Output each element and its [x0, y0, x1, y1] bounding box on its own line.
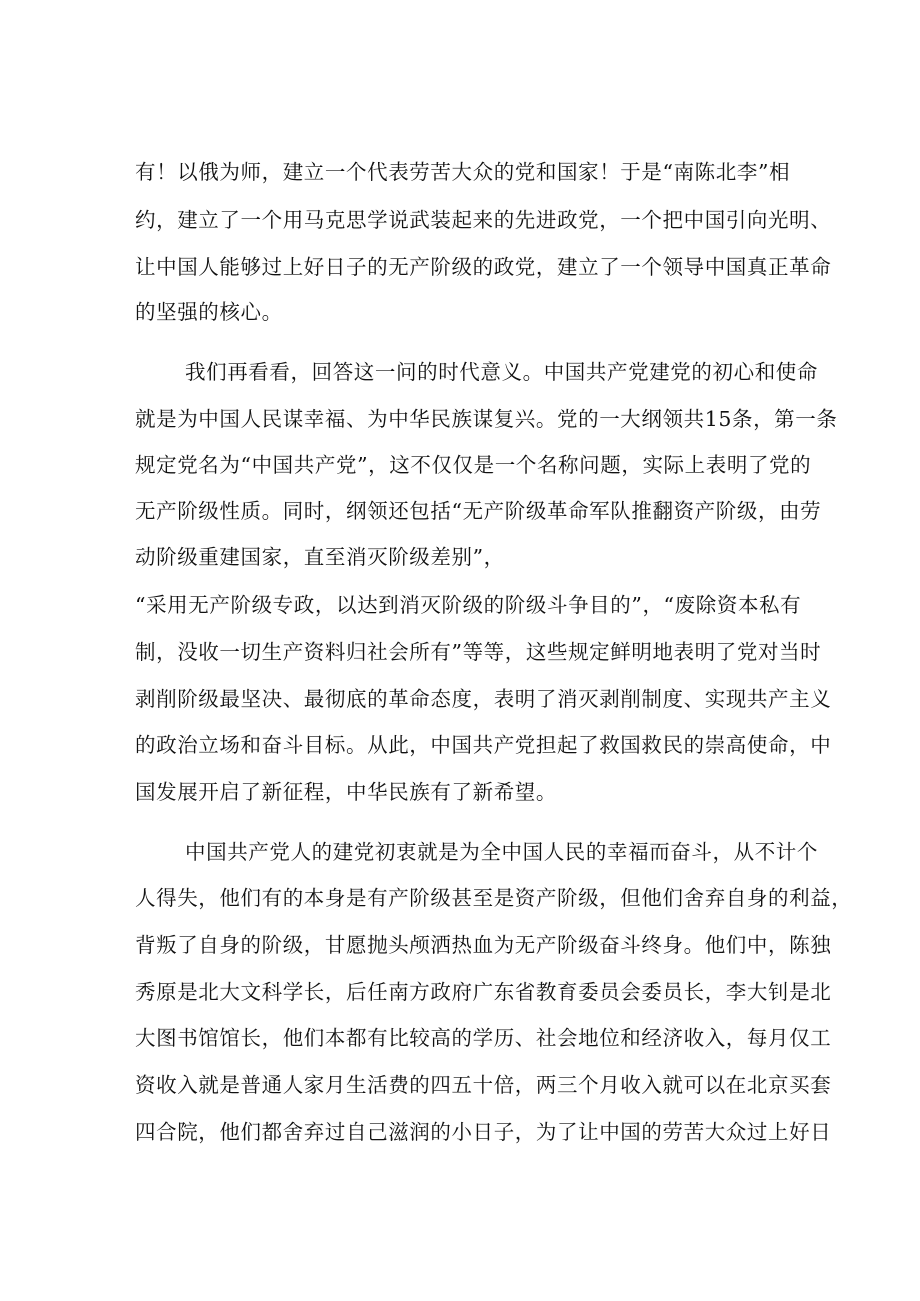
text-line: 国发展开启了新征程，中华民族有了新希望。 [135, 780, 557, 804]
text-line: 中国共产党人的建党初衷就是为全中国人民的幸福而奋斗，从不计个 [185, 840, 818, 864]
text-line: 人得失，他们有的本身是有产阶级甚至是资产阶级，但他们舍弃自身的利益， [135, 886, 853, 910]
text-line: 剥削阶级最坚决、最彻底的革命态度，表明了消灭剥削制度、实现共产主义 [135, 687, 832, 711]
text-line: 的坚强的核心。 [135, 300, 283, 324]
text-line: 无产阶级性质。同时，纲领还包括“无产阶级革命军队推翻资产阶级，由劳 [135, 499, 822, 523]
text-line: 就是为中国人民谋幸福、为中华民族谋复兴。党的一大纲领共15条，第一条 [135, 407, 838, 431]
text-line: 我们再看看，回答这一问的时代意义。中国共产党建党的初心和使命 [185, 360, 818, 384]
text-line: 秀原是北大文科学长，后任南方政府广东省教育委员会委员长，李大钊是北 [135, 980, 832, 1004]
text-line: 的政治立场和奋斗目标。从此，中国共产党担起了救国救民的崇高使命，中 [135, 733, 832, 757]
text-line: 有！以俄为师，建立一个代表劳苦大众的党和国家！于是“南陈北李”相 [135, 160, 791, 184]
text-line: 四合院，他们都舍弃过自己滋润的小日子，为了让中国的劳苦大众过上好日 [135, 1120, 832, 1144]
text-line: 约，建立了一个用马克思学说武装起来的先进政党，一个把中国引向光明、 [135, 208, 832, 232]
text-line: 规定党名为“中国共产党”，这不仅仅是一个名称问题，实际上表明了党的 [135, 453, 812, 477]
text-line: “采用无产阶级专政，以达到消灭阶级的阶级斗争目的”，“废除资本私有 [135, 593, 802, 617]
text-line: 资收入就是普通人家月生活费的四五十倍，两三个月收入就可以在北京买套 [135, 1073, 832, 1097]
text-line: 动阶级重建国家，直至消灭阶级差别”， [135, 545, 505, 569]
text-line: 制，没收一切生产资料归社会所有”等等，这些规定鲜明地表明了党对当时 [135, 640, 822, 664]
text-line: 让中国人能够过上好日子的无产阶级的政党，建立了一个领导中国真正革命 [135, 255, 832, 279]
text-line: 背叛了自身的阶级，甘愿抛头颅洒热血为无产阶级奋斗终身。他们中，陈独 [135, 933, 832, 957]
text-line: 大图书馆馆长，他们本都有比较高的学历、社会地位和经济收入，每月仅工 [135, 1026, 832, 1050]
